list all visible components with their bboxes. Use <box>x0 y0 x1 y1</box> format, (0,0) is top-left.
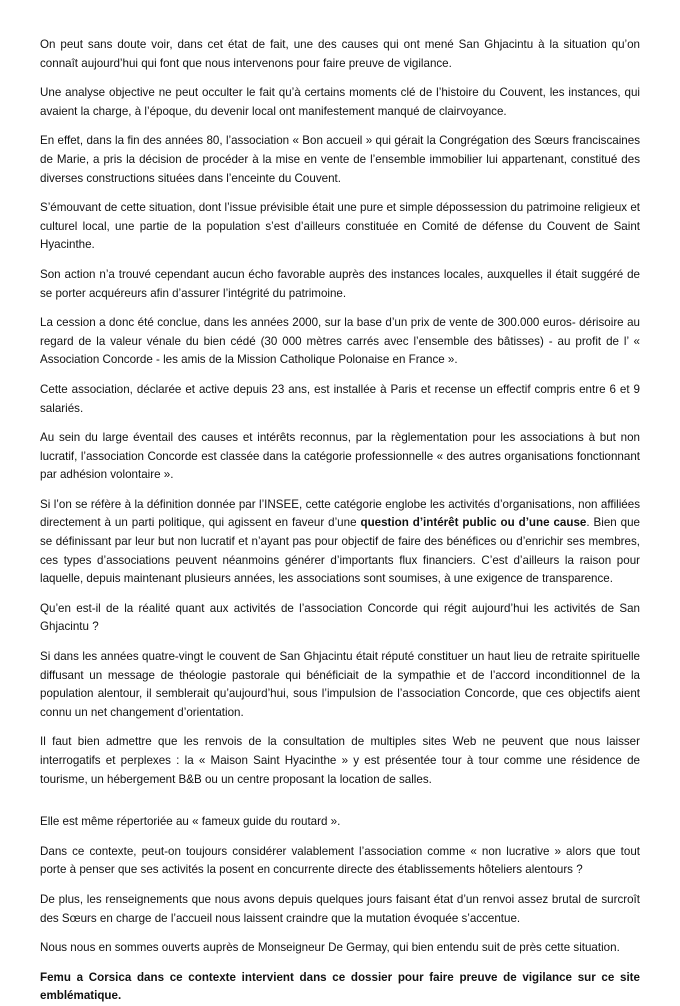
paragraph-5: Son action n’a trouvé cependant aucun écho favorable auprès des instances locales, auxquelles il était suggéré de se porter acquéreurs afin d’assurer l’intégrité du patrimoine. <box>40 267 640 300</box>
closing-statement-text: Femu a Corsica dans ce contexte intervient dans ce dossier pour faire preuve de vigilance sur ce site emblématique. <box>40 970 640 1003</box>
paragraph-9 <box>40 496 640 589</box>
paragraph-1: On peut sans doute voir, dans cet état de fait, une des causes qui ont mené San Ghjacintu à la situation qu’on connaît aujourd’hui qui font que nous intervenons pour faire preuve de vigilance. <box>40 38 640 70</box>
paragraph-7: Cette association, déclarée et active depuis 23 ans, est installée à Paris et recense un effectif compris entre 6 et 9 salariés. <box>40 382 640 415</box>
paragraph-4: S’émouvant de cette situation, dont l’issue prévisible était une pure et simple dépossession du patrimoine religieux et culturel local, une partie de la population s’est d’ailleurs constituée en Comité de défense du Couvent de Saint Hyacinthe. <box>40 201 640 252</box>
paragraph-16: Nous nous en sommes ouverts auprès de Monseigneur De Germay, qui bien entendu suit de près cette situation. <box>40 941 620 955</box>
paragraph-9-text-after: . Bien que se définissant par leur but non lucratif et n’ayant pas pour objectif de faire des bénéfices ou d’enrichir ses membres, ces types d’associations peuvent néanmoins générer d’importants flux financiers. C’est d’ailleurs la raison pour laquelle, depuis maintenant plusieurs années, les associations sont soumises, à une exigence de transparence. <box>40 516 641 586</box>
paragraph-11: Si dans les années quatre-vingt le couvent de San Ghjacintu était réputé constituer un haut lieu de retraite spirituelle diffusant un message de théologie pastorale qui bénéficiait de la sympathie et de l’accord inconditionnel de la population alentour, il semblerait qu’aujourd’hui, sous l’impulsion de l’association Concorde, que ces objectifs aient connu un net changement d’orientation. <box>40 650 640 719</box>
paragraph-10: Qu’en est-il de la réalité quant aux activités de l’association Concorde qui régit aujourd’hui les activités de San Ghjacintu ? <box>40 601 640 634</box>
paragraph-12: Il faut bien admettre que les renvois de la consultation de multiples sites Web ne peuvent que nous laisser interrogatifs et perplexes : la « Maison Saint Hyacinthe » y est présentée tour à tour comme une résidence de tourisme, un hébergement B&B ou un centre proposant la location de salles. <box>40 735 640 786</box>
paragraph-9-emphasis: question d’intérêt public ou d’une cause <box>360 516 587 530</box>
closing-statement <box>40 969 640 1006</box>
paragraph-8: Au sein du large éventail des causes et intérêts reconnus, par la règlementation pour les associations à but non lucratif, l’association Concorde est classée dans la catégorie professionnelle « des autres organisations fonctionnant par adhésion volontaire ». <box>40 431 640 482</box>
paragraph-15: De plus, les renseignements que nous avons depuis quelques jours faisant état d’un renvoi assez brutal de surcroît des Sœurs en charge de l’accueil nous laissent craindre que la mutation évoquée s’accentue. <box>40 892 640 925</box>
paragraph-6: La cession a donc été conclue, dans les années 2000, sur la base d’un prix de vente de 300.000 euros- dérisoire au regard de la valeur vénale du bien cédé (30 000 mètres carrés avec l’ensemble des bâtisses) - au profit de l’ « Association Concorde - les amis de la Mission Catholique Polonaise en France ». <box>40 316 640 367</box>
paragraph-14: Dans ce contexte, peut-on toujours considérer valablement l’association comme « non lucrative » alors que tout porte à penser que ses activités la posent en concurrente directe des établissements hôteliers alentours ? <box>40 844 640 877</box>
paragraph-3: En effet, dans la fin des années 80, l’association « Bon accueil » qui gérait la Congrégation des Sœurs franciscaines de Marie, a pris la décision de procéder à la mise en vente de l’ensemble immobilier lui appartenant, constitué des diverses constructions situées dans l’enceinte du Couvent. <box>40 134 640 185</box>
paragraph-9-text-before: Si l’on se réfère à la définition donnée par l’INSEE, cette catégorie englobe les activités d’organisations, non affiliées directement à un parti politique, qui agissent en faveur d’une <box>40 497 640 530</box>
paragraph-13: Elle est même répertoriée au « fameux guide du routard ». <box>40 815 341 829</box>
paragraph-2: Une analyse objective ne peut occulter le fait qu’à certains moments clé de l’histoire du Couvent, les instances, qui avaient la charge, à l’époque, du devenir local ont manifestement manqué de clairvoyance. <box>40 86 640 118</box>
